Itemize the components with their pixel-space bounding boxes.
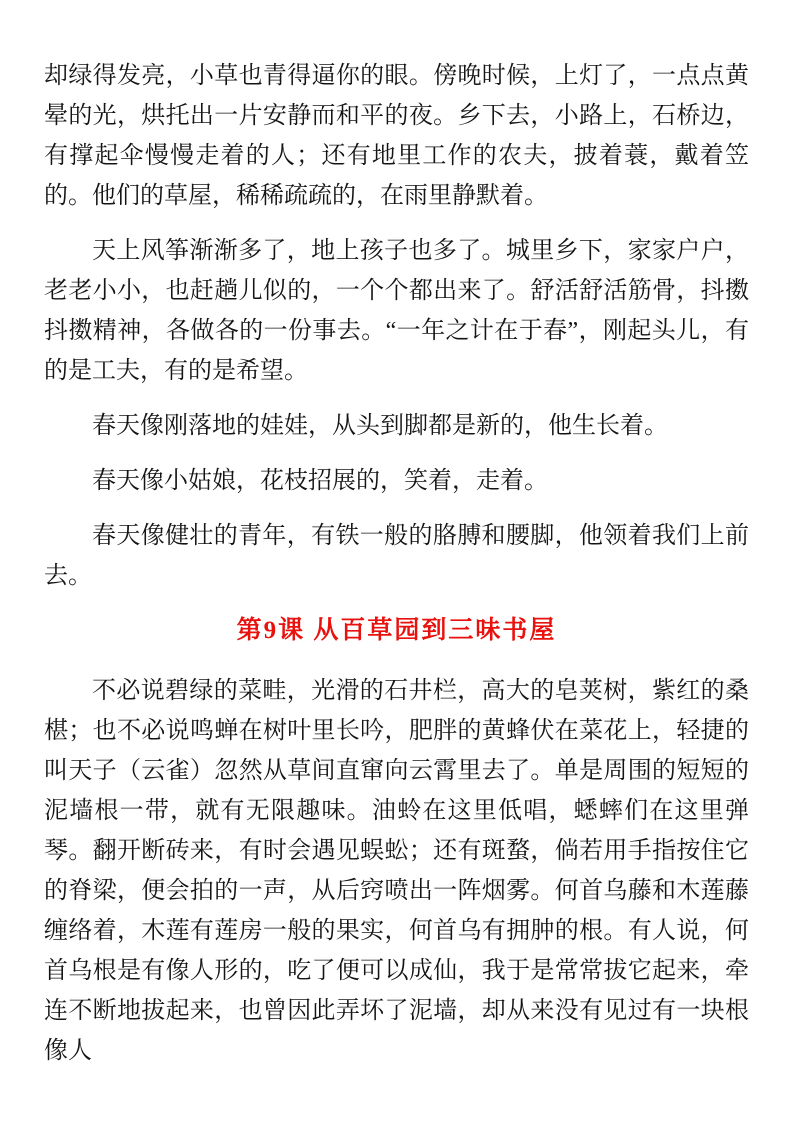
paragraph-baicao-garden: 不必说碧绿的菜畦，光滑的石井栏，高大的皂荚树，紫红的桑椹；也不必说鸣蝉在树叶里长吟，肥胖的黄蜂伏在菜花上，轻捷的叫天子（云雀）忽然从草间直窜向云霄里去了。单是周围的短短的泥墙根一带，就有无限趣味。油蛉在这里低唱，蟋蟀们在这里弹琴。翻开断砖来，有时会遇见蜈蚣；还有斑蝥，倘若用手指按住它的脊梁，便会拍的一声，从后窍喷出一阵烟雾。何首乌藤和木莲藤缠络着，木莲有莲房一般的果实，何首乌有拥肿的根。有人说，何首乌根是有像人形的，吃了便可以成仙，我于是常常拔它起来，牵连不断地拔起来，也曾因此弄坏了泥墙，却从来没有见过有一块根像人 [44, 678, 749, 1064]
paragraph-spring-like-baby: 春天像刚落地的娃娃，从头到脚都是新的，他生长着。 [92, 413, 668, 439]
paragraph-spring-like-girl: 春天像小姑娘，花枝招展的，笑着，走着。 [92, 468, 548, 494]
lesson-9-heading: 第9课 从百草园到三味书屋 [236, 617, 557, 644]
paragraph-spring-kites-people: 天上风筝渐渐多了，地上孩子也多了。城里乡下，家家户户，老老小小，也赶趟儿似的，一个个都出来了。舒活舒活筋骨，抖擞抖擞精神，各做各的一份事去。“一年之计在于春”，刚起头儿，有的是工夫，有的是希望。 [44, 238, 749, 384]
paragraph-spring-rain-continuation: 却绿得发亮，小草也青得逼你的眼。傍晚时候，上灯了，一点点黄晕的光，烘托出一片安静而和平的夜。乡下去，小路上，石桥边，有撑起伞慢慢走着的人；还有地里工作的农夫，披着蓑，戴着笠的。他们的草屋，稀稀疏疏的，在雨里静默着。 [44, 63, 749, 209]
paragraph-spring-like-youth: 春天像健壮的青年，有铁一般的胳膊和腰脚，他领着我们上前去。 [44, 523, 749, 589]
